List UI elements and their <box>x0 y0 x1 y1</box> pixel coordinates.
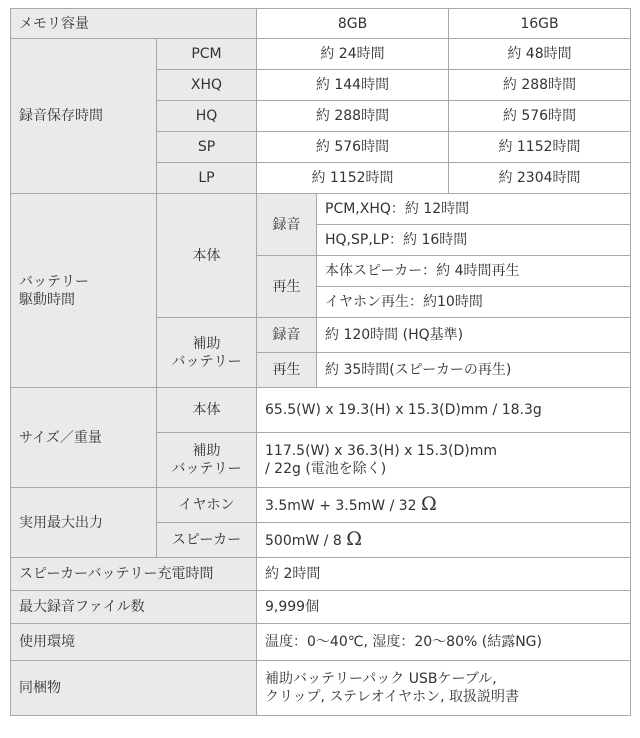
record-mode-pcm: PCM <box>157 39 257 70</box>
charge-row <box>11 558 631 591</box>
battery-label <box>11 194 157 388</box>
accessories-label: 同梱物 <box>11 661 257 716</box>
size-aux-label-line2: バッテリー <box>171 461 242 477</box>
size-aux-value-line2: / 22g (電池を除く) <box>265 461 387 477</box>
record-sp-16gb: 約 1152時間 <box>449 132 631 163</box>
ohm-symbol: Ω <box>421 493 437 515</box>
size-main-label: 本体 <box>157 388 257 433</box>
memory-8gb-header: 8GB <box>257 9 449 39</box>
record-lp-16gb: 約 2304時間 <box>449 163 631 194</box>
accessories-value <box>257 661 631 716</box>
spec-table <box>10 8 631 716</box>
record-lp-8gb: 約 1152時間 <box>257 163 449 194</box>
battery-aux-record-label: 録音 <box>257 318 317 353</box>
max-files-row <box>11 591 631 624</box>
environment-row <box>11 624 631 661</box>
size-label: サイズ／重量 <box>11 388 157 488</box>
record-mode-sp: SP <box>157 132 257 163</box>
record-pcm-8gb: 約 24時間 <box>257 39 449 70</box>
record-mode-lp: LP <box>157 163 257 194</box>
max-files-value: 9,999個 <box>257 591 631 624</box>
record-time-label: 録音保存時間 <box>11 39 157 194</box>
battery-row <box>11 194 631 225</box>
record-hq-8gb: 約 288時間 <box>257 101 449 132</box>
output-label: 実用最大出力 <box>11 488 157 558</box>
record-pcm-16gb: 約 48時間 <box>449 39 631 70</box>
output-speaker-label: スピーカー <box>157 523 257 558</box>
output-row <box>11 488 631 523</box>
output-speaker-cell <box>257 523 631 558</box>
memory-16gb-header: 16GB <box>449 9 631 39</box>
record-xhq-16gb: 約 288時間 <box>449 70 631 101</box>
battery-main-record-label: 録音 <box>257 194 317 256</box>
battery-main-play-label: 再生 <box>257 256 317 318</box>
battery-main-record-2: HQ,SP,LP：約 16時間 <box>317 225 631 256</box>
battery-main-label: 本体 <box>157 194 257 318</box>
output-earphone-value: 3.5mW + 3.5mW / 32 <box>265 498 417 514</box>
size-aux-value <box>257 433 631 488</box>
output-earphone-cell <box>257 488 631 523</box>
memory-row <box>11 9 631 39</box>
accessories-row <box>11 661 631 716</box>
ohm-symbol: Ω <box>346 528 362 550</box>
record-mode-xhq: XHQ <box>157 70 257 101</box>
record-time-row <box>11 39 631 70</box>
battery-label-line1: バッテリー <box>19 273 89 290</box>
battery-aux-play-label: 再生 <box>257 353 317 388</box>
output-speaker-value: 500mW / 8 <box>265 533 342 549</box>
output-earphone-label: イヤホン <box>157 488 257 523</box>
environment-value: 温度：0～40℃, 湿度：20～80% (結露NG) <box>257 624 631 661</box>
accessories-line2: クリップ, ステレオイヤホン, 取扱説明書 <box>265 689 519 705</box>
battery-main-play-1: 本体スピーカー：約 4時間再生 <box>317 256 631 287</box>
max-files-label: 最大録音ファイル数 <box>11 591 257 624</box>
charge-value: 約 2時間 <box>257 558 631 591</box>
size-aux-label-line1: 補助 <box>192 443 221 459</box>
record-xhq-8gb: 約 144時間 <box>257 70 449 101</box>
battery-main-record-1: PCM,XHQ：約 12時間 <box>317 194 631 225</box>
size-aux-value-line1: 117.5(W) x 36.3(H) x 15.3(D)mm <box>265 443 497 459</box>
environment-label: 使用環境 <box>11 624 257 661</box>
record-hq-16gb: 約 576時間 <box>449 101 631 132</box>
size-row <box>11 388 631 433</box>
record-mode-hq: HQ <box>157 101 257 132</box>
size-aux-label <box>157 433 257 488</box>
size-main-value: 65.5(W) x 19.3(H) x 15.3(D)mm / 18.3g <box>257 388 631 433</box>
battery-aux-label-line1: 補助 <box>192 335 221 352</box>
accessories-line1: 補助バッテリーパック USBケーブル, <box>265 671 497 687</box>
battery-main-play-2: イヤホン再生：約10時間 <box>317 287 631 318</box>
battery-aux-record-value: 約 120時間 (HQ基準) <box>317 318 631 353</box>
charge-label: スピーカーバッテリー充電時間 <box>11 558 257 591</box>
battery-label-line2: 駆動時間 <box>19 291 75 308</box>
record-sp-8gb: 約 576時間 <box>257 132 449 163</box>
battery-aux-label-line2: バッテリー <box>171 353 242 370</box>
battery-aux-label <box>157 318 257 388</box>
memory-label: メモリ容量 <box>11 9 257 39</box>
battery-aux-play-value: 約 35時間(スピーカーの再生) <box>317 353 631 388</box>
